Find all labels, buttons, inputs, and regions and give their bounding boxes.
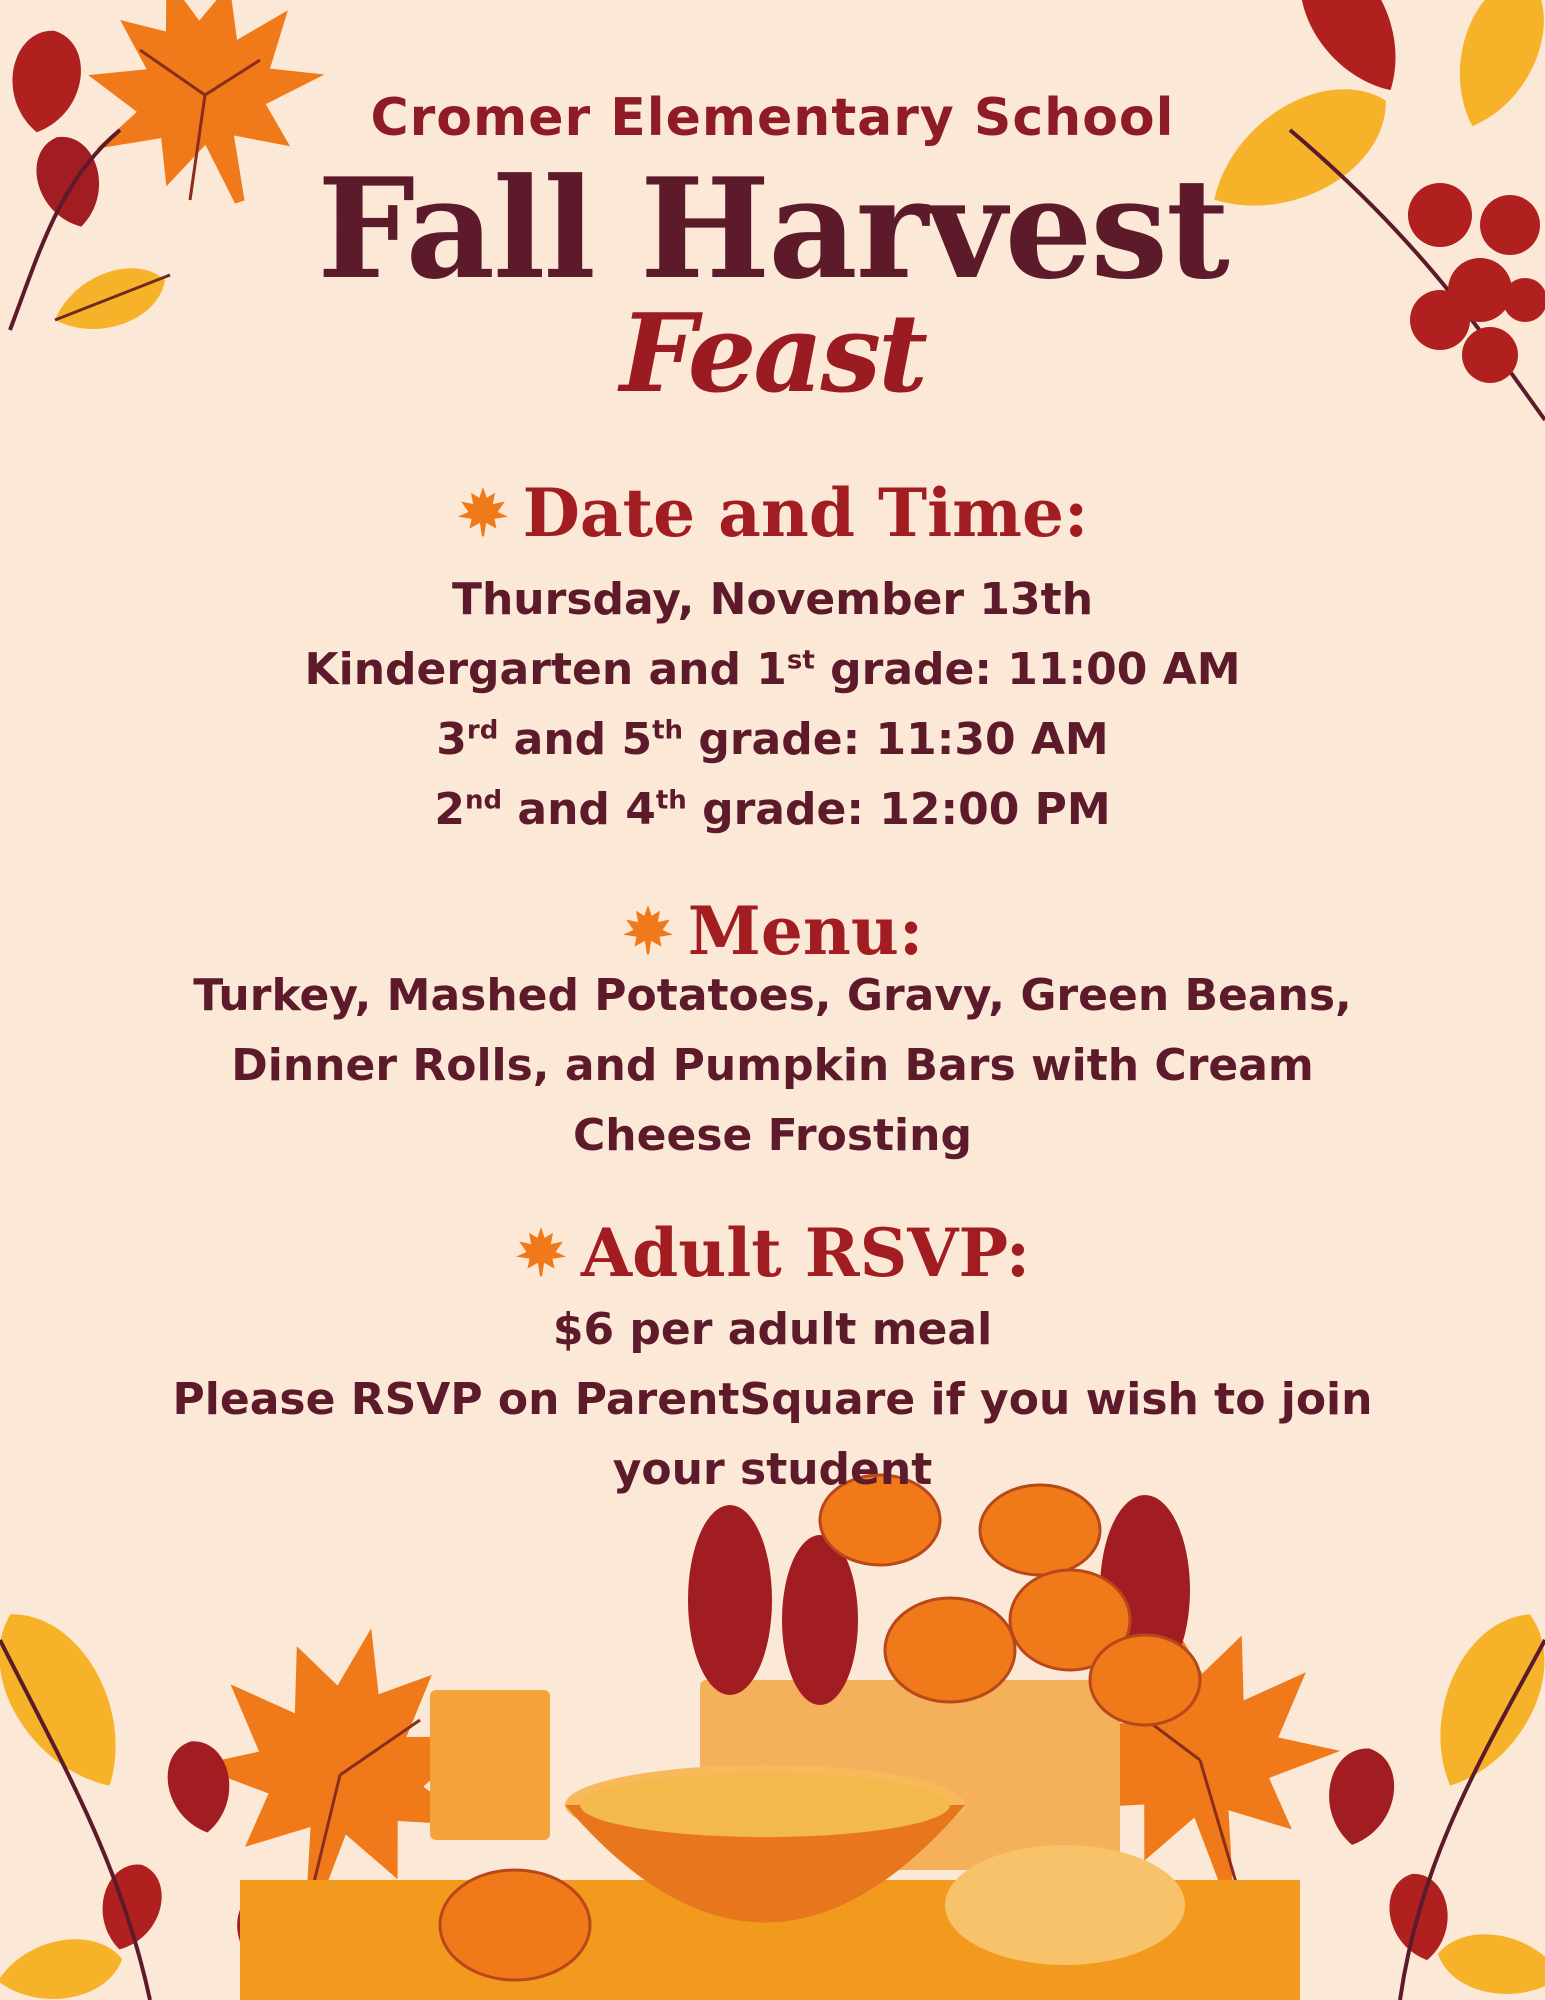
schedule-grade: 2 [434, 784, 465, 835]
date-time-heading: Date and Time: [522, 474, 1089, 552]
schedule-grade: 3 [436, 714, 467, 765]
ordinal-suffix: th [655, 785, 687, 816]
menu-heading: Menu: [687, 892, 924, 970]
maple-leaf-icon [622, 905, 674, 957]
maple-leaf-icon [457, 487, 509, 539]
schedule-grade: and 4 [502, 784, 656, 835]
rsvp-heading: Adult RSVP: [580, 1214, 1031, 1292]
menu-line: Turkey, Mashed Potatoes, Gravy, Green Beans, [193, 970, 1352, 1021]
rsvp-price: $6 per adult meal [552, 1304, 993, 1355]
event-date: Thursday, November 13th [451, 574, 1094, 625]
school-name: Cromer Elementary School [370, 88, 1175, 148]
schedule-grade: Kindergarten and 1 [304, 644, 787, 695]
schedule-time: grade: 12:00 PM [686, 784, 1111, 835]
ordinal-suffix: st [786, 645, 815, 676]
schedule-grade: and 5 [498, 714, 653, 765]
ordinal-suffix: rd [466, 715, 499, 746]
section-heading-rsvp [0, 1214, 1545, 1292]
section-heading-date-time [0, 474, 1545, 552]
rsvp-instructions: Please RSVP on ParentSquare if you wish to join [172, 1374, 1373, 1425]
ordinal-suffix: nd [464, 785, 503, 816]
rsvp-instructions: your student [612, 1444, 933, 1495]
section-heading-menu [0, 892, 1545, 970]
schedule-row [0, 644, 1545, 695]
menu-line: Cheese Frosting [573, 1110, 972, 1161]
menu-line: Dinner Rolls, and Pumpkin Bars with Cream [231, 1040, 1314, 1091]
page-title: Fall Harvest [317, 147, 1228, 310]
page-subtitle: Feast [619, 291, 926, 417]
schedule-row [0, 784, 1545, 835]
schedule-row [0, 714, 1545, 765]
ordinal-suffix: th [652, 715, 684, 746]
schedule-time: grade: 11:00 AM [814, 644, 1241, 695]
schedule-time: grade: 11:30 AM [683, 714, 1109, 765]
maple-leaf-icon [515, 1227, 567, 1279]
